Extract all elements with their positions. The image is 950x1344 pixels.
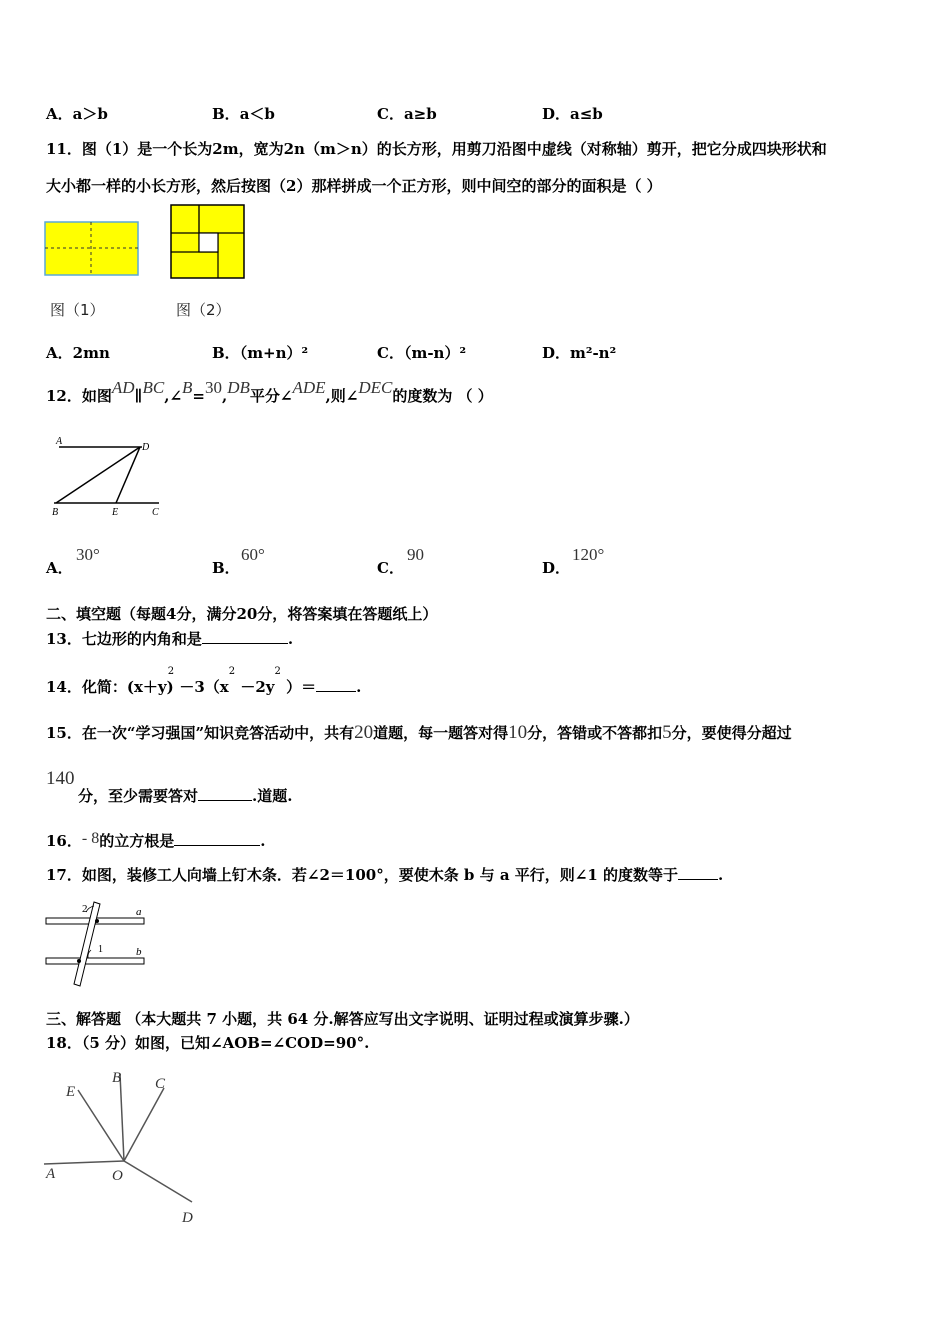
q17-figure bbox=[42, 898, 150, 990]
q10-option-d: D．a≤b bbox=[542, 105, 603, 123]
q10-option-a: A．a＞b bbox=[46, 105, 108, 123]
label-E: E bbox=[112, 507, 119, 518]
q12-option-d-value: 120° bbox=[572, 545, 605, 564]
q13: 13．七边形的内角和是 . bbox=[46, 630, 294, 648]
q12-option-c-label: C． bbox=[377, 559, 404, 577]
q17: 17．如图，装修工人向墙上钉木条．若∠2＝100°，要使木条 b 与 a 平行，则∠1 的度数等于 . bbox=[46, 866, 724, 884]
q11-option-d: D．m²-n² bbox=[542, 344, 617, 362]
label-E: E bbox=[66, 1084, 76, 1100]
q18: 18．（5 分）如图，已知∠AOB=∠COD=90°. bbox=[46, 1034, 370, 1052]
q12-option-b-value: 60° bbox=[241, 545, 265, 564]
q16: 16．- 8的立方根是 . bbox=[46, 830, 266, 850]
label-C: C bbox=[155, 1076, 166, 1092]
label-A: A bbox=[56, 436, 63, 447]
label-D: D bbox=[142, 442, 150, 453]
q12-stem: 12．如图AD∥BC,∠B=30,DB平分∠ADE,则∠DEC的度数为 （ ） bbox=[46, 378, 493, 405]
label-B: B bbox=[112, 1070, 122, 1086]
label-B: B bbox=[52, 507, 59, 518]
label-C: C bbox=[152, 507, 159, 518]
q12-option-a-value: 30° bbox=[76, 545, 100, 564]
q11-figure1 bbox=[44, 220, 140, 278]
q15-n140: 140 bbox=[46, 768, 75, 789]
q12-option-a-label: A． bbox=[46, 559, 73, 577]
q11-option-c: C．（m-n）² bbox=[377, 344, 467, 362]
q11-figure2 bbox=[170, 204, 246, 280]
q12-option-c-value: 90 bbox=[407, 545, 424, 564]
q11-line1: 11．图（1）是一个长为2m，宽为2n（m＞n）的长方形，用剪刀沿图中虚线（对称轴）剪开，把它分成四块形状和 bbox=[46, 140, 827, 158]
label-b: b bbox=[136, 946, 142, 958]
q10-option-c: C．a≥b bbox=[377, 105, 437, 123]
q15-line2: 分，至少需要答对 .道题. bbox=[78, 787, 293, 805]
q11-fig2-caption: 图（2） bbox=[176, 301, 231, 319]
q14: 14．化简：$(x+y)^2 -3(x^2 -2y^2$ ）＝ . bbox=[46, 666, 362, 696]
q11-option-a: A．2mn bbox=[46, 344, 110, 362]
label-O: O bbox=[112, 1168, 123, 1184]
q15-line1: 15．在一次“学习强国”知识竞答活动中，共有20道题，每一题答对得10分，答错或不答都扣5分，要使得分超过 bbox=[46, 722, 792, 743]
q12-option-d-label: D． bbox=[542, 559, 571, 577]
label-a: a bbox=[136, 906, 142, 918]
q18-figure bbox=[40, 1062, 210, 1228]
q12-option-b-label: B． bbox=[212, 559, 240, 577]
q11-option-b: B．（m+n）² bbox=[212, 344, 309, 362]
label-A: A bbox=[46, 1166, 56, 1182]
q11-fig1-caption: 图（1） bbox=[50, 301, 105, 319]
label-1: 1 bbox=[98, 944, 103, 955]
section3-title: 三、解答题 （本大题共 7 小题，共 64 分.解答应写出文字说明、证明过程或演算步骤.） bbox=[46, 1010, 639, 1028]
label-D: D bbox=[182, 1210, 193, 1226]
q11-line2: 大小都一样的小长方形，然后按图（2）那样拼成一个正方形，则中间空的部分的面积是（ ） bbox=[46, 177, 662, 195]
q10-option-b: B．a＜b bbox=[212, 105, 275, 123]
q12-figure bbox=[44, 432, 164, 520]
section2-title: 二、填空题（每题4分，满分20分，将答案填在答题纸上） bbox=[46, 605, 438, 623]
center-hole bbox=[199, 233, 218, 252]
label-2: 2 bbox=[82, 903, 88, 915]
